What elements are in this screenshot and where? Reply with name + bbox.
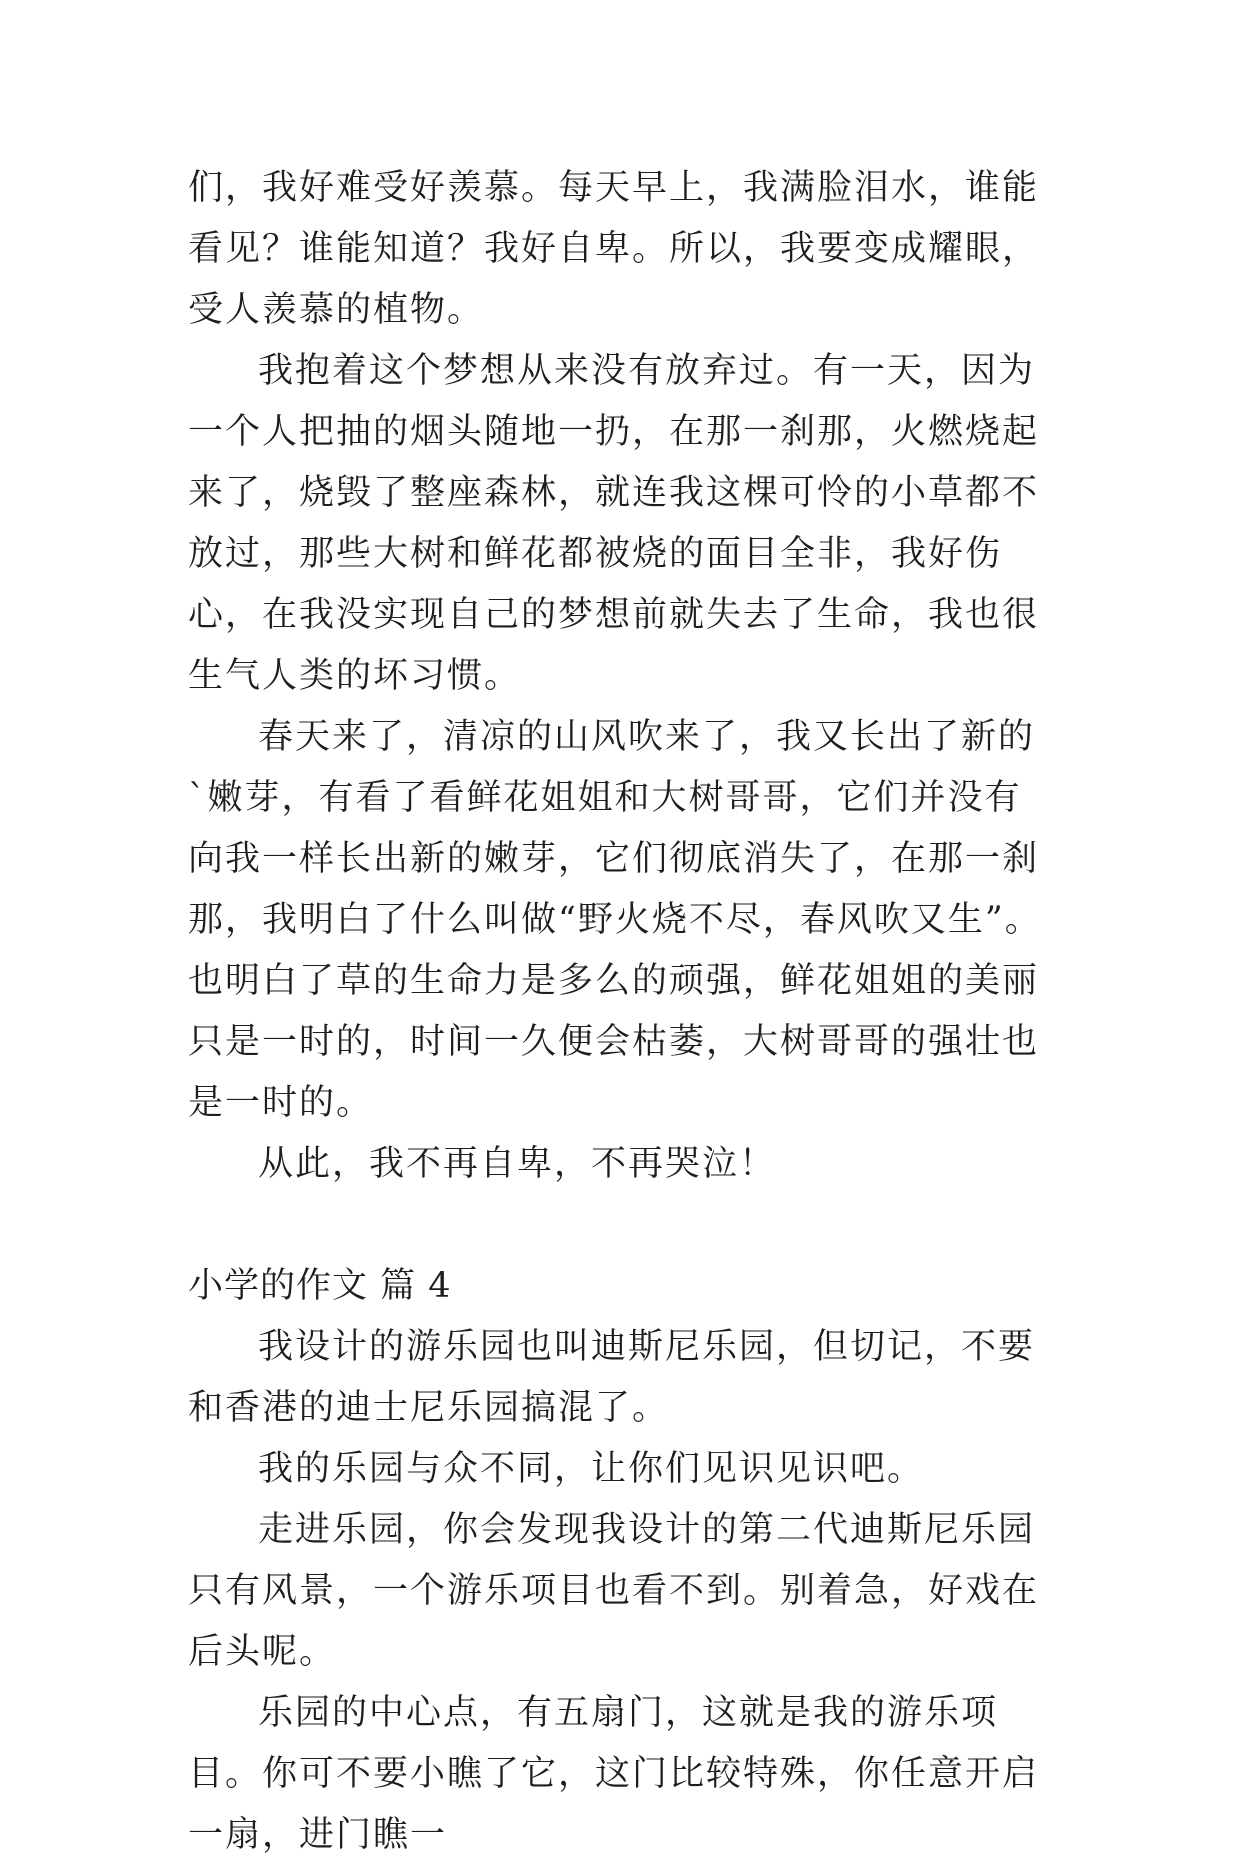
paragraph: 春天来了，清凉的山风吹来了，我又长出了新的`嫩芽，有看了看鲜花姐姐和大树哥哥，它们并没有向我一样长出新的嫩芽，它们彻底消失了，在那一刹那，我明白了什么叫做“野火烧不尽，春风吹又生”。也明白了草的生命力是多么的顽强，鲜花姐姐的美丽只是一时的，时间一久便会枯萎，大树哥哥的强壮也是一时的。 <box>188 717 1042 1123</box>
paragraph: 我的乐园与众不同，让你们见识见识吧。 <box>258 1449 925 1489</box>
document-body <box>188 158 1048 1866</box>
paragraph: 走进乐园，你会发现我设计的第二代迪斯尼乐园只有风景，一个游乐项目也看不到。别着急，好戏在后头呢。 <box>188 1510 1040 1672</box>
paragraph-continuation: 们，我好难受好羡慕。每天早上，我满脸泪水，谁能看见？谁能知道？我好自卑。所以，我要变成耀眼，受人羡慕的植物。 <box>188 168 1040 330</box>
section-gap <box>188 1195 1048 1256</box>
paragraph: 我抱着这个梦想从来没有放弃过。有一天，因为一个人把抽的烟头随地一扔，在那一刹那，火燃烧起来了，烧毁了整座森林，就连我这棵可怜的小草都不放过，那些大树和鲜花都被烧的面目全非，我好伤心，在我没实现自己的梦想前就失去了生命，我也很生气人类的坏习惯。 <box>188 351 1040 696</box>
paragraph: 我设计的游乐园也叫迪斯尼乐园，但切记，不要和香港的迪士尼乐园搞混了。 <box>188 1327 1036 1428</box>
paragraph: 从此，我不再自卑，不再哭泣！ <box>258 1144 777 1184</box>
section-heading: 小学的作文 篇 4 <box>188 1266 452 1306</box>
paragraph: 乐园的中心点，有五扇门，这就是我的游乐项目。你可不要小瞧了它，这门比较特殊，你任意开启一扇，进门瞧一 <box>188 1693 1040 1855</box>
